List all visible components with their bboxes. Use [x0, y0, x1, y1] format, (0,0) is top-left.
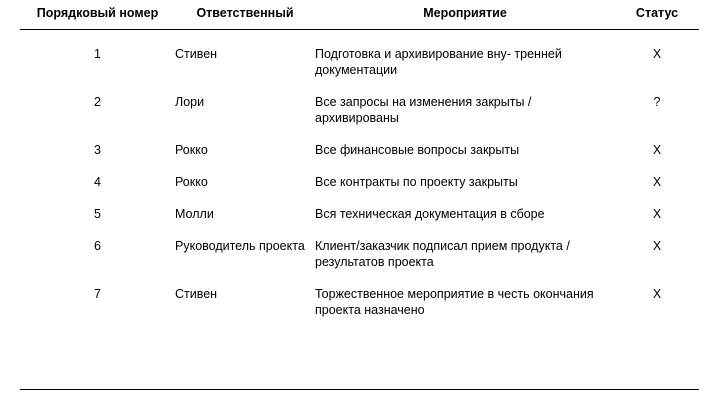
table-row: [20, 160, 699, 192]
cell-activity: Торжественное мероприятие в честь окончания проекта назначено: [315, 287, 594, 317]
cell-status: X: [652, 239, 662, 253]
table-row: [20, 128, 699, 160]
cell-activity: Все финансовые вопросы закрыты: [315, 143, 520, 157]
cell-activity: Все контракты по проекту закрыты: [315, 175, 518, 189]
column-header-number: Порядковый номер: [20, 0, 175, 30]
table-row: [20, 272, 699, 320]
cell-status: X: [652, 47, 662, 61]
cell-activity: Вся техническая документация в сборе: [315, 207, 545, 221]
cell-responsible: Стивен: [175, 47, 218, 61]
cell-number: 1: [94, 47, 101, 61]
cell-number: 2: [94, 95, 101, 109]
cell-responsible: Руководитель проекта: [175, 239, 305, 253]
table-header: [20, 0, 699, 30]
cell-status: X: [652, 143, 662, 157]
cell-activity: Подготовка и архивирование вну- тренней документации: [315, 47, 562, 77]
table-row: [20, 80, 699, 128]
cell-status: X: [652, 207, 662, 221]
table-row: [20, 224, 699, 272]
table-bottom-rule: [20, 389, 699, 390]
column-header-activity: Мероприятие: [315, 0, 615, 30]
cell-number: 4: [94, 175, 101, 189]
column-header-responsible: Ответственный: [175, 0, 315, 30]
cell-responsible: Стивен: [175, 287, 218, 301]
cell-activity: Клиент/заказчик подписал прием продукта / результатов проекта: [315, 239, 570, 269]
cell-number: 6: [94, 239, 101, 253]
cell-activity: Все запросы на изменения закрыты / архивированы: [315, 95, 532, 125]
cell-responsible: Лори: [175, 95, 205, 109]
cell-responsible: Рокко: [175, 175, 208, 189]
project-closure-checklist-table: [20, 0, 699, 320]
cell-status: X: [652, 287, 662, 301]
cell-responsible: Молли: [175, 207, 214, 221]
column-header-status: Статус: [615, 0, 699, 30]
cell-responsible: Рокко: [175, 143, 208, 157]
cell-number: 3: [94, 143, 101, 157]
cell-status: ?: [653, 95, 661, 109]
table-body: [20, 30, 699, 321]
cell-number: 5: [94, 207, 101, 221]
cell-number: 7: [94, 287, 101, 301]
table-row: [20, 192, 699, 224]
table-row: [20, 30, 699, 81]
cell-status: X: [652, 175, 662, 189]
table-header-row: [20, 0, 699, 30]
